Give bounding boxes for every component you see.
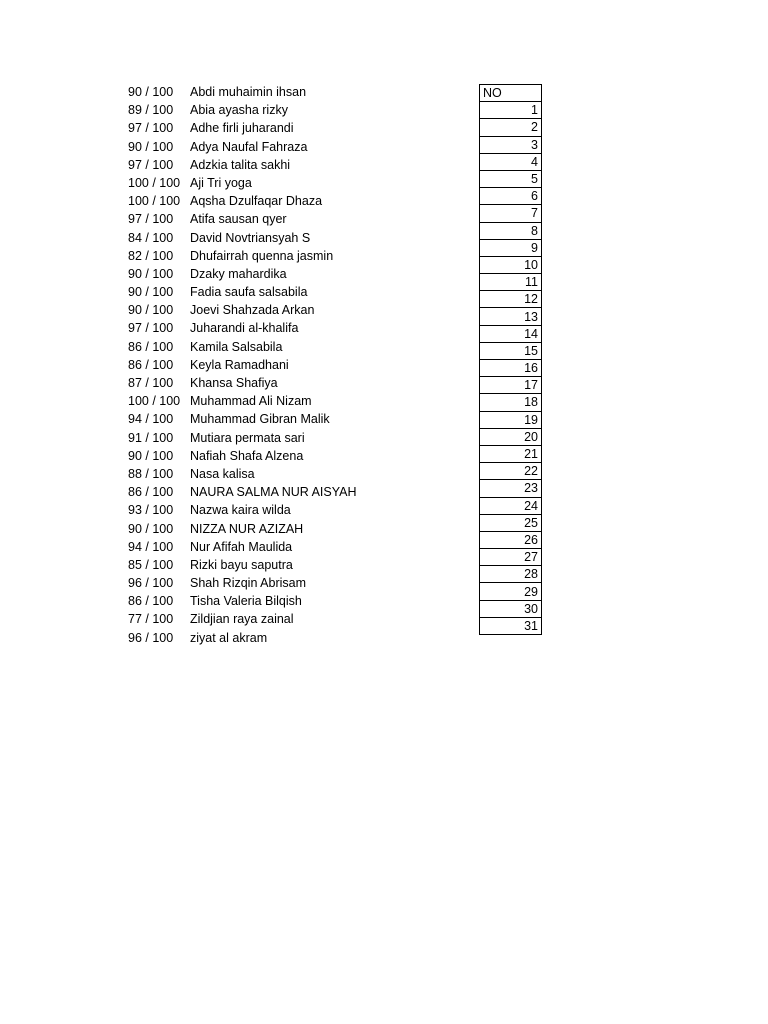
student-row [128,629,428,647]
student-score: 97 / 100 [128,121,174,136]
no-cell: 8 [480,222,542,239]
student-row [128,592,428,610]
no-header: NO [480,85,542,102]
student-score: 100 / 100 [128,394,181,409]
student-name: Nazwa kaira wilda [190,503,291,518]
no-row [480,274,542,291]
student-name: Atifa sausan qyer [190,212,287,227]
no-cell: 15 [480,342,542,359]
student-row [128,520,428,538]
no-row [480,136,542,153]
student-score: 90 / 100 [128,448,174,463]
student-name: Nasa kalisa [190,466,255,481]
student-name: NAURA SALMA NUR AISYAH [190,485,357,500]
student-name: Aji Tri yoga [190,175,252,190]
student-score: 94 / 100 [128,412,174,427]
student-score: 89 / 100 [128,103,174,118]
no-cell: 4 [480,153,542,170]
student-score: 87 / 100 [128,376,174,390]
student-name: Aqsha Dzulfaqar Dhaza [190,194,323,209]
student-name: Mutiara permata sari [190,430,305,445]
no-cell: 18 [480,394,542,411]
student-name: Adhe firli juharandi [190,121,294,136]
student-name: Khansa Shafiya [190,376,278,390]
student-row [128,210,428,228]
student-name: Dhufairrah quenna jasmin [190,248,334,263]
no-cell: 28 [480,566,542,583]
student-row [128,392,428,410]
student-row [128,538,428,556]
student-name: Zildjian raya zainal [190,612,294,627]
no-cell: 5 [480,170,542,187]
student-score: 90 / 100 [128,139,174,154]
no-cell: 30 [480,600,542,617]
student-row [128,101,428,119]
no-cell: 11 [480,274,542,291]
no-row [480,566,542,583]
student-row [128,119,428,137]
student-name: ziyat al akram [190,630,268,645]
no-row [480,583,542,600]
no-cell: 1 [480,102,542,119]
student-score: 97 / 100 [128,212,174,227]
student-score: 94 / 100 [128,539,174,554]
no-cell: 27 [480,549,542,566]
student-row [128,501,428,519]
student-row [128,301,428,319]
no-row [480,600,542,617]
student-score: 96 / 100 [128,576,174,591]
student-name: Keyla Ramadhani [190,357,289,372]
student-score: 96 / 100 [128,630,174,645]
no-cell: 13 [480,308,542,325]
student-score: 84 / 100 [128,230,174,245]
student-name: Adya Naufal Fahraza [190,139,308,154]
no-cell: 2 [480,119,542,136]
student-row [128,429,428,447]
student-score: 97 / 100 [128,321,174,336]
student-row [128,338,428,356]
student-row [128,283,428,301]
no-row [480,222,542,239]
student-score: 86 / 100 [128,339,174,354]
no-header-row [480,85,542,102]
student-name: Abdi muhaimin ihsan [190,85,307,99]
student-score: 90 / 100 [128,521,174,536]
student-name: Nafiah Shafa Alzena [190,448,304,463]
no-row [480,153,542,170]
student-row [128,574,428,592]
no-cell: 17 [480,377,542,394]
no-cell: 22 [480,463,542,480]
no-row [480,497,542,514]
no-row [480,463,542,480]
no-row [480,531,542,548]
no-row [480,394,542,411]
student-name: Adzkia talita sakhi [190,157,291,172]
no-cell: 21 [480,445,542,462]
student-score: 100 / 100 [128,175,181,190]
no-cell: 26 [480,531,542,548]
no-cell: 9 [480,239,542,256]
no-row [480,377,542,394]
no-row [480,291,542,308]
student-score: 82 / 100 [128,248,174,263]
no-row [480,102,542,119]
no-row [480,480,542,497]
no-cell: 20 [480,428,542,445]
no-cell: 16 [480,360,542,377]
no-row [480,256,542,273]
student-name: Muhammad Ali Nizam [190,394,312,409]
student-row [128,447,428,465]
student-name: Muhammad Gibran Malik [190,412,330,427]
no-cell: 14 [480,325,542,342]
no-row [480,170,542,187]
no-row [480,445,542,462]
no-table [479,84,542,635]
student-score: 86 / 100 [128,594,174,609]
no-row [480,308,542,325]
student-row [128,410,428,428]
student-row [128,229,428,247]
student-name: Fadia saufa salsabila [190,285,308,300]
no-cell: 29 [480,583,542,600]
student-score: 90 / 100 [128,285,174,300]
student-name: Joevi Shahzada Arkan [190,303,315,318]
student-name: Rizki bayu saputra [190,557,293,572]
student-score: 90 / 100 [128,303,174,318]
student-row [128,138,428,156]
no-cell: 10 [480,256,542,273]
no-row [480,188,542,205]
no-cell: 31 [480,617,542,634]
student-name: David Novtriansyah S [190,230,311,245]
no-row [480,617,542,634]
student-row [128,174,428,192]
student-name: NIZZA NUR AZIZAH [190,521,304,536]
no-cell: 7 [480,205,542,222]
student-row [128,374,428,392]
no-cell: 6 [480,188,542,205]
student-score: 91 / 100 [128,430,174,445]
no-cell: 3 [480,136,542,153]
no-row [480,239,542,256]
no-cell: 24 [480,497,542,514]
student-name: Abia ayasha rizky [190,103,288,118]
no-row [480,325,542,342]
scores-list [128,83,428,647]
no-row [480,342,542,359]
no-row [480,205,542,222]
student-row [128,247,428,265]
student-row [128,192,428,210]
no-cell: 25 [480,514,542,531]
no-row [480,411,542,428]
student-name: Nur Afifah Maulida [190,539,293,554]
student-row [128,465,428,483]
no-cell: 12 [480,291,542,308]
student-row [128,83,428,101]
student-name: Shah Rizqin Abrisam [190,576,307,591]
no-row [480,360,542,377]
student-name: Dzaky mahardika [190,266,287,281]
student-score: 93 / 100 [128,503,174,518]
no-row [480,549,542,566]
student-row [128,556,428,574]
student-row [128,483,428,501]
student-score: 77 / 100 [128,612,174,627]
student-score: 90 / 100 [128,266,174,281]
no-cell: 19 [480,411,542,428]
student-row [128,610,428,628]
no-cell: 23 [480,480,542,497]
student-score: 100 / 100 [128,194,181,209]
student-score: 90 / 100 [128,85,174,99]
no-row [480,428,542,445]
student-name: Tisha Valeria Bilqish [190,594,302,609]
student-name: Kamila Salsabila [190,339,283,354]
student-row [128,265,428,283]
no-row [480,119,542,136]
student-name: Juharandi al-khalifa [190,321,299,336]
student-score: 86 / 100 [128,357,174,372]
student-row [128,319,428,337]
student-score: 86 / 100 [128,485,174,500]
student-score: 88 / 100 [128,466,174,481]
student-row [128,156,428,174]
student-row [128,356,428,374]
student-score: 97 / 100 [128,157,174,172]
student-score: 85 / 100 [128,557,174,572]
no-row [480,514,542,531]
